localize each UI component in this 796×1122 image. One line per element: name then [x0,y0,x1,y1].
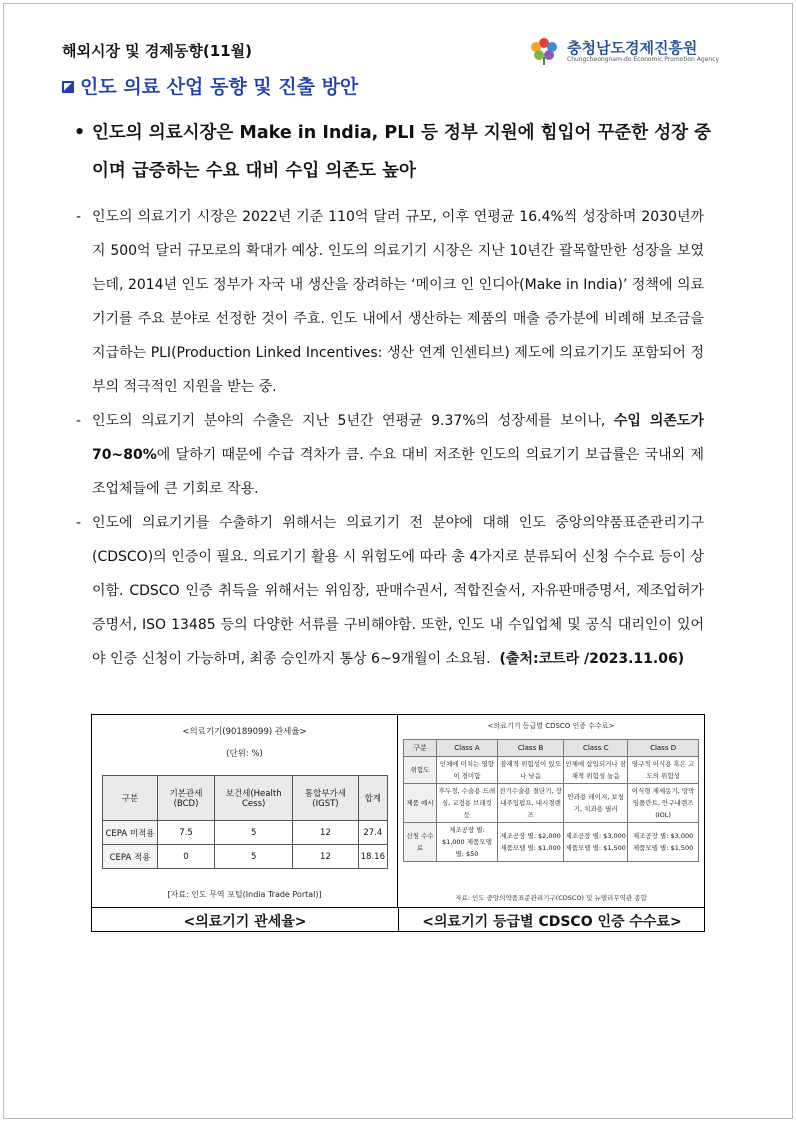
tax-table-title: <의료기기(90189099) 관세율> [182,727,307,737]
table-cell: 이식형 제세동기, 망막 임플란트, 안구내렌즈(IOL) [628,784,699,823]
table-row [103,821,388,845]
table-cell: 제조공장 별: $3,000 제품모델 별: $1,500 [628,823,699,862]
fee-header: Class D [628,740,699,757]
table-cell: 0 [158,845,215,869]
logo-subtitle: Chungcheongnam-do Economic Promotion Agency [567,56,720,63]
table-cell: 제조공장 별: $1,000 제품모델 별: $50 [437,823,498,862]
tax-header: 기본관세(BCD) [158,776,215,821]
table-cell: CEPA 적용 [103,845,158,869]
headline-bullet: • [74,123,86,143]
fee-table-source: 자료: 인도 중앙의약품표준관리기구(CDSCO) 및 뉴델리무역관 종합 [455,894,647,902]
table-cell: 위험도 [404,757,437,784]
table-cell: 잠재적 위험성이 있으나 낮음 [497,757,563,784]
item-text: 인도에 의료기기를 수출하기 위해서는 의료기기 전 분야에 대해 인도 중앙의약품표준관리기구(CDSCO)의 인증이 필요. 의료기기 활용 시 위험도에 따라 총 4가지로 분류되어 신청 수수료 등이 상이함. CDSCO 인증 취득을 위해서는 위임장, 판매수권서, 적합진술서, 자유판매증명서, 제조업허가증명서, ISO 13485 등의 다양한 서류를 구비해야함. 또한, 인도 내 수입업체 및 공식 대리인이 있어야 인증 신청이 가능하며, 최종 승인까지 통상 6~9개월이 소요됨. [92,515,704,667]
table-row [103,845,388,869]
table-cell: 제조공장 별: $2,000 제품모델 별: $1,000 [497,823,563,862]
tax-header: 합계 [358,776,387,821]
source-citation: (출처:코트라 /2023.11.06) [499,651,685,667]
table-cell: 제품 예시 [404,784,437,823]
table-row [404,757,699,784]
table-cell: 7.5 [158,821,215,845]
table-cell: 안과용 레이저, 보청기, 치과용 필러 [564,784,628,823]
tax-table-unit: (단위: %) [226,749,263,759]
table-cell: CEPA 미적용 [103,821,158,845]
tax-table-panel [92,715,398,907]
fee-table [403,739,699,862]
table-cell: 12 [293,821,358,845]
section-marker-icon [62,81,74,93]
tax-table [102,775,388,869]
fee-header: Class B [497,740,563,757]
table-row [404,823,699,862]
fee-header: Class A [437,740,498,757]
logo-name: 충청남도경제진흥원 [567,39,698,57]
item-bold-text: 수입 의존도가 70~80% [92,413,704,463]
table-row [404,784,699,823]
tax-header: 보건세(Health Cess) [215,776,293,821]
table-cell: 신청 수수료 [404,823,437,862]
header-label: 해외시장 및 경제동향(11월) [62,42,252,60]
tax-header: 통합부가세(IGST) [293,776,358,821]
table-cell: 12 [293,845,358,869]
fee-table-caption: <의료기기 등급별 CDSCO 인증 수수료> [398,908,705,932]
fee-table-title: <의료기기 등급별 CDSCO 인증 수수료> [487,722,615,730]
fee-header: 구분 [404,740,437,757]
fee-table-panel [398,715,704,907]
table-cell: 영구적 이식용 혹은 고도의 위험성 [628,757,699,784]
flower-logo-icon [527,35,561,65]
section-title [62,72,358,99]
tables-figure [91,714,705,932]
list-item [76,404,704,506]
tax-table-source: [자료: 인도 무역 포털(India Trade Portal)] [167,890,322,899]
table-cell: 전기수술용 절단기, 장내주입펌프, 내시경렌즈 [497,784,563,823]
fee-header: Class C [564,740,628,757]
table-cell: 제조공장 별: $3,000 제품모델 별: $1,500 [564,823,628,862]
item-text: 인도의 의료기기 시장은 2022년 기준 110억 달러 규모, 이후 연평균 16.4%씩 성장하며 2030년까지 500억 달러 규모로의 확대가 예상. 인도의 의료기기 시장은 지난 10년간 괄목할만한 성장을 보였는데, 2014년 인도 정부가 자국 내 생산을 장려하는 ‘메이크 인 인디아(Make in India)’ 정책에 의료기기를 주요 분야로 선정한 것이 주효. 인도 내에서 생산하는 제품의 매출 증가분에 비례해 보조금을 지급하는 PLI(Production Linked Incentives: 생산 연계 인센티브) 제도에 의료기기도 포함되어 정부의 적극적인 지원을 받는 중. [92,209,704,395]
table-cell: 5 [215,845,293,869]
headline [74,114,714,190]
headline-text: 인도의 의료시장은 Make in India, PLI 등 정부 지원에 힘입어 꾸준한 성장 중이며 급증하는 수요 대비 수입 의존도 높아 [92,123,712,181]
list-item [76,200,704,404]
list-dash: - [76,413,82,429]
list-dash: - [76,209,82,225]
item-text: 인도의 의료기기 분야의 수출은 지난 5년간 연평균 9.37%의 성장세를 보이나, [92,413,614,429]
logo [527,33,720,69]
list-dash: - [76,515,82,531]
table-cell: 18.16 [358,845,387,869]
item-text-after: 에 달하기 때문에 수급 격차가 큼. 수요 대비 저조한 인도의 의료기기 보급률은 국내외 제조업체들에 큰 기회로 작용. [92,447,704,497]
list-item [76,506,704,676]
table-cell: 인체에 삽입되거나 잠재적 위험성 높음 [564,757,628,784]
section-title-text: 인도 의료 산업 동향 및 진출 방안 [80,76,359,98]
table-cell: 5 [215,821,293,845]
table-cell: 27.4 [358,821,387,845]
caption-row [92,907,704,932]
table-cell: 후두경, 수술용 드레싱, 교정용 브래킷 등 [437,784,498,823]
body-text [76,200,704,676]
tax-table-caption: <의료기기 관세율> [183,914,307,930]
tax-header: 구분 [103,776,158,821]
table-cell: 인체에 미치는 영향이 경미함 [437,757,498,784]
